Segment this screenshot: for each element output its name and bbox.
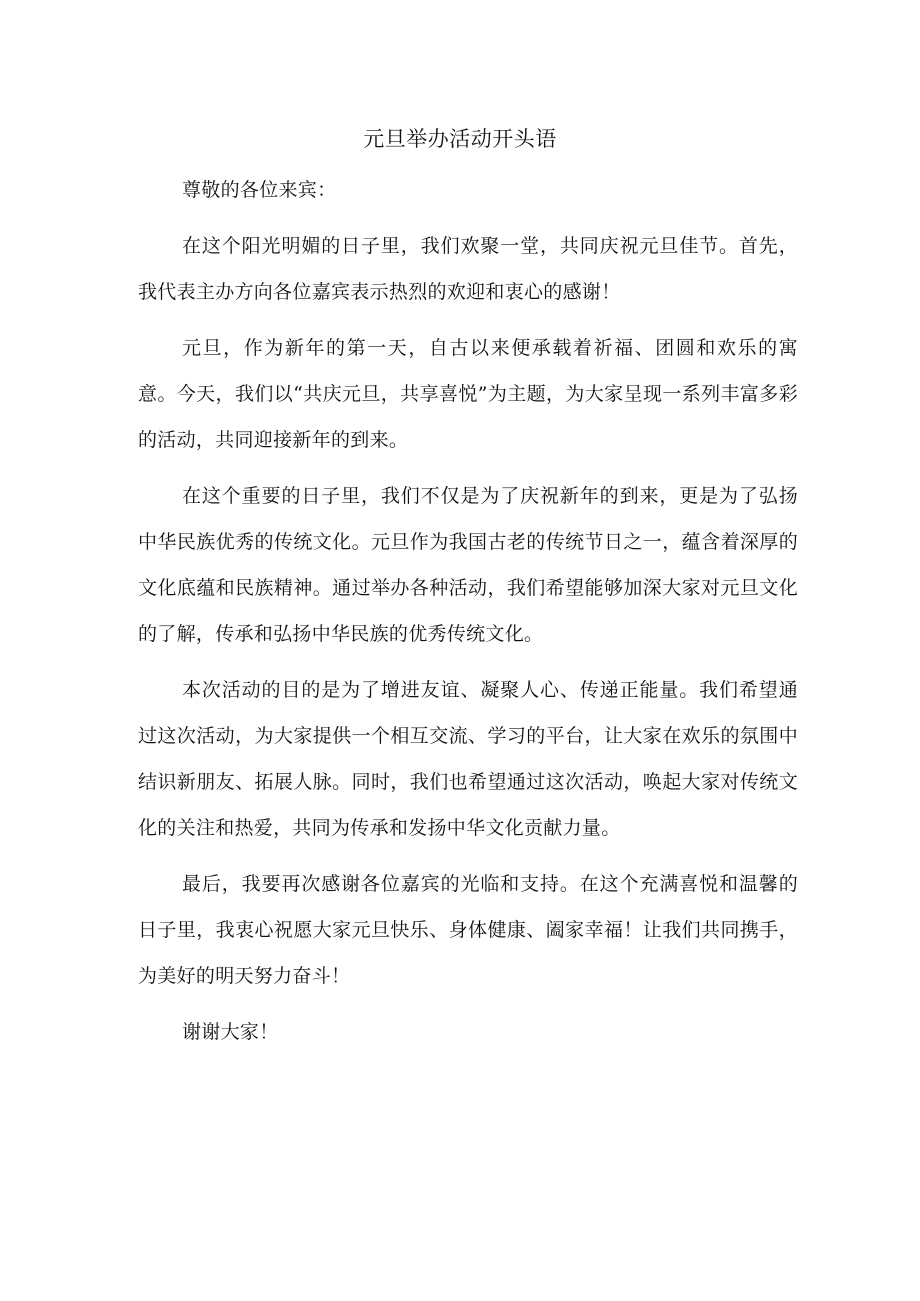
document-title: 元旦举办活动开头语 bbox=[363, 127, 557, 151]
document-body bbox=[138, 167, 798, 1065]
paragraph-4: 本次活动的目的是为了增进友谊、凝聚人心、传递正能量。我们希望通过这次活动，为大家提供一个相互交流、学习的平台，让大家在欢乐的氛围中结识新朋友、拓展人脉。同时，我们也希望通过这次活动，唤起大家对传统文化的关注和热爱，共同为传承和发扬中华文化贡献力量。 bbox=[138, 679, 798, 839]
paragraph-1: 在这个阳光明媚的日子里，我们欢聚一堂，共同庆祝元旦佳节。首先，我代表主办方向各位嘉宾表示热烈的欢迎和衷心的感谢！ bbox=[138, 235, 798, 303]
paragraph-5: 最后，我要再次感谢各位嘉宾的光临和支持。在这个充满喜悦和温馨的日子里，我衷心祝愿大家元旦快乐、身体健康、阖家幸福！让我们共同携手，为美好的明天努力奋斗！ bbox=[138, 873, 798, 987]
paragraph-2: 元旦，作为新年的第一天，自古以来便承载着祈福、团圆和欢乐的寓意。今天，我们以“共庆元旦，共享喜悦”为主题，为大家呈现一系列丰富多彩的活动，共同迎接新年的到来。 bbox=[138, 337, 798, 451]
closing-line: 谢谢大家！ bbox=[182, 1021, 279, 1043]
paragraph-3: 在这个重要的日子里，我们不仅是为了庆祝新年的到来，更是为了弘扬中华民族优秀的传统文化。元旦作为我国古老的传统节日之一，蕴含着深厚的文化底蕴和民族精神。通过举办各种活动，我们希望能够加深大家对元旦文化的了解，传承和弘扬中华民族的优秀传统文化。 bbox=[138, 485, 798, 645]
greeting-line: 尊敬的各位来宾： bbox=[182, 179, 337, 201]
